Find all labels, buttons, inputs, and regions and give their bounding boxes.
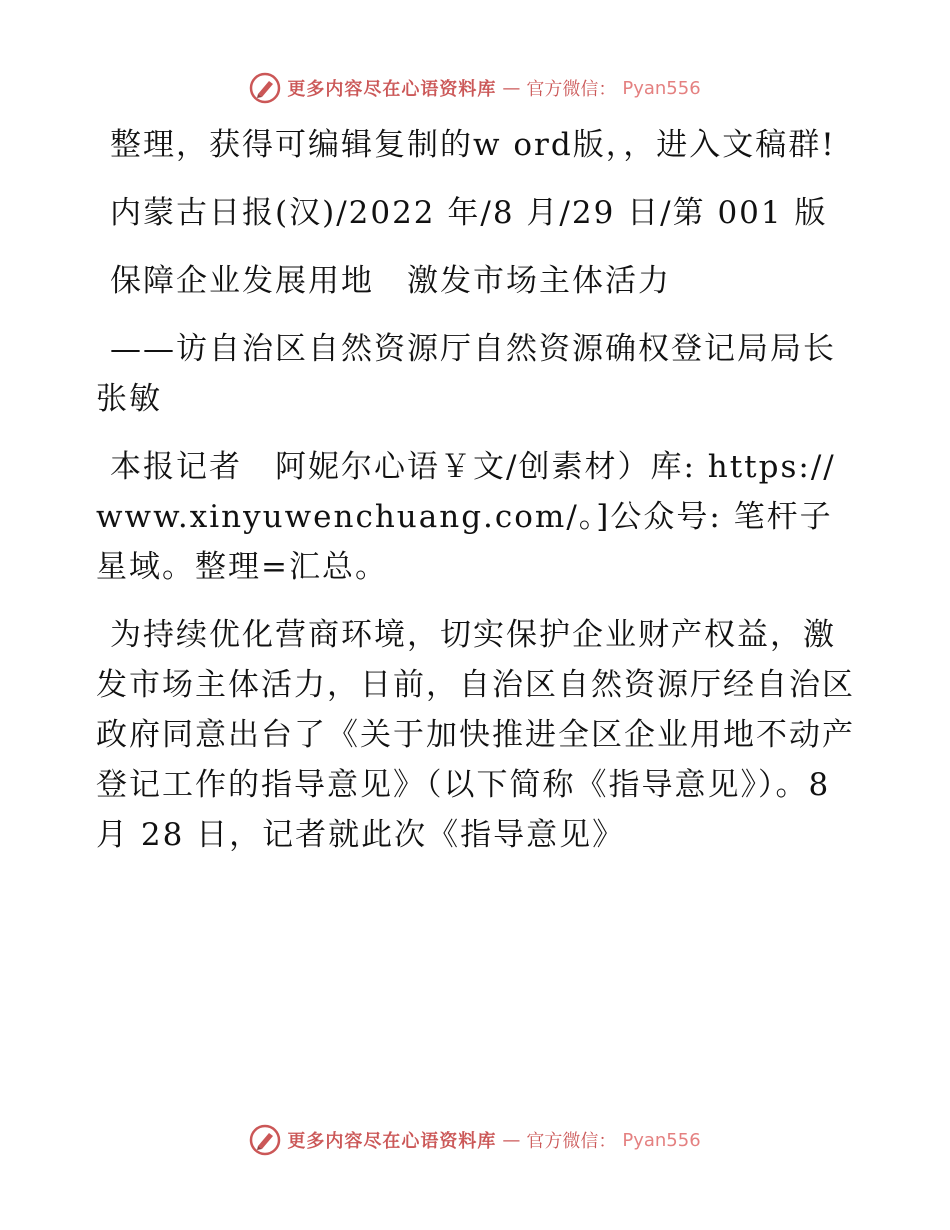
- document-body: [96, 120, 856, 878]
- publication-line: 内蒙古日报(汉)/2022 年/8 月/29 日/第 001 版: [110, 195, 828, 231]
- intro-paragraph: 整理，获得可编辑复制的w ord版，，进入文稿群!: [110, 127, 836, 163]
- article-subtitle: ——访自治区自然资源厅自然资源确权登记局局长张敏: [96, 331, 836, 417]
- watermark-wechat-id: Pyan556: [622, 1129, 701, 1151]
- watermark-dash: —: [502, 77, 521, 99]
- watermark-wechat-label: 官方微信：: [526, 79, 617, 100]
- watermark-brand: 更多内容尽在心语资料库: [287, 79, 497, 100]
- article-title: 保障企业发展用地 激发市场主体活力: [110, 263, 671, 299]
- header-watermark: [0, 68, 950, 108]
- pen-logo-icon: [249, 1124, 281, 1156]
- watermark-wechat-id: Pyan556: [622, 77, 701, 99]
- byline-paragraph: 本报记者 阿妮尔心语￥文/创素材）库: https://www.xinyuwenchuang.com/。]公众号: 笔杆子星域。整理=汇总。: [96, 449, 836, 585]
- watermark-dash: —: [502, 1129, 521, 1151]
- body-paragraph: 为持续优化营商环境，切实保护企业财产权益，激发市场主体活力，日前，自治区自然资源厅经自治区政府同意出台了《关于加快推进全区企业用地不动产登记工作的指导意见》（以下简称《指导意见》）。8 月 28 日，记者就此次《指导意见》: [96, 617, 855, 853]
- watermark-wechat-label: 官方微信：: [526, 1131, 617, 1152]
- watermark-brand: 更多内容尽在心语资料库: [287, 1131, 497, 1152]
- footer-watermark: [0, 1120, 950, 1160]
- pen-logo-icon: [249, 72, 281, 104]
